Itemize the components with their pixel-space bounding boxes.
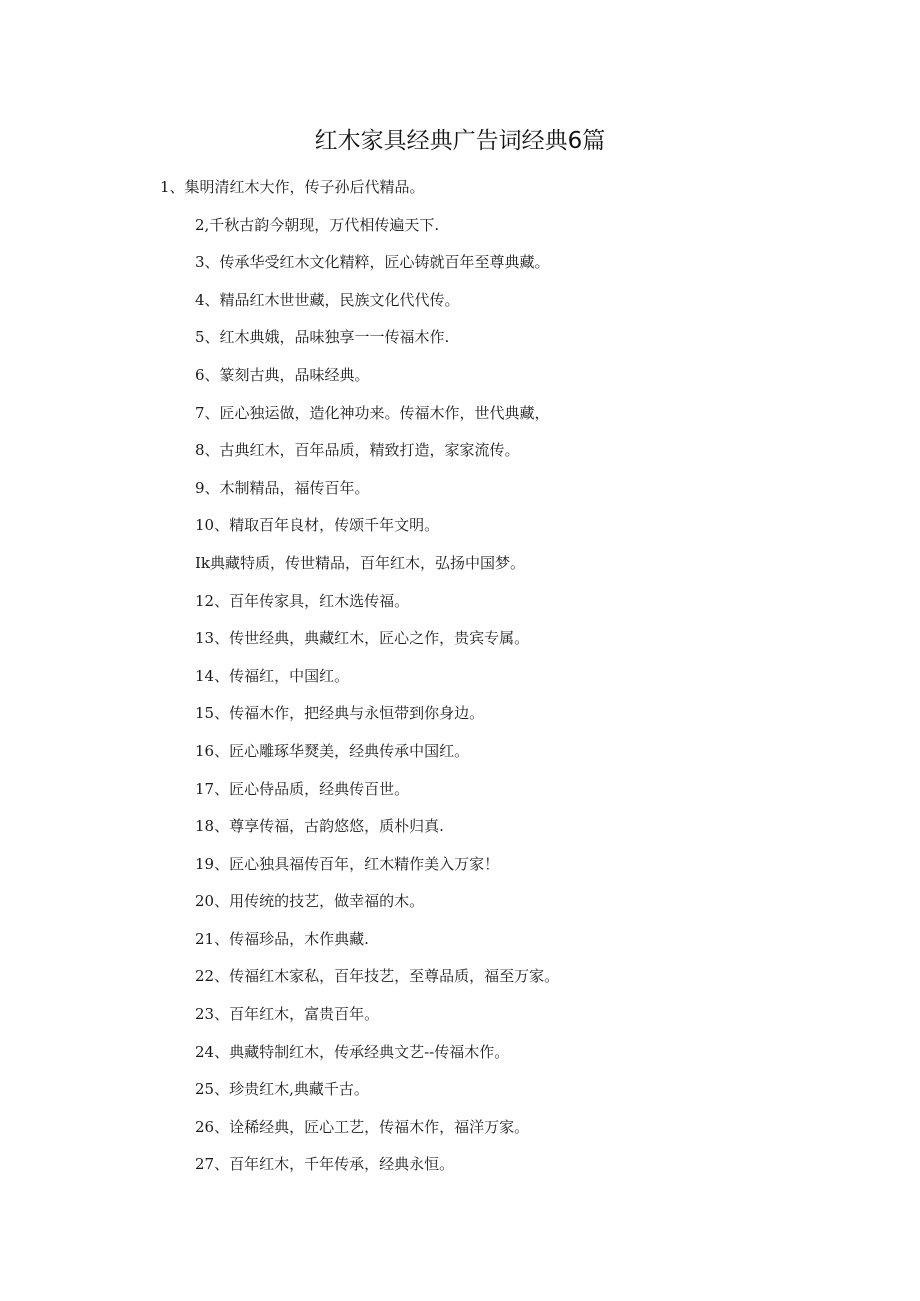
list-item: Ik典藏特质，传世精品，百年红木，弘扬中国梦。 (195, 553, 526, 572)
list-item: 23、百年红木，富贵百年。 (195, 1005, 380, 1024)
list-item: 18、尊享传福，古韵悠悠，质朴归真. (195, 817, 444, 836)
list-item: 5、红木典娥，品味独享一一传福木作. (195, 328, 450, 347)
list-item: 1、集明清红木大作，传子孙后代精品。 (160, 178, 425, 196)
slogan-list (0, 172, 920, 1187)
list-item: 15、传福木作，把经典与永恒带到你身边。 (195, 704, 485, 723)
list-item: 12、百年传家具，红木选传福。 (195, 591, 410, 610)
list-item: 9、木制精品，福传百年。 (195, 478, 370, 497)
list-item: 10、精取百年良材，传颂千年文明。 (195, 516, 440, 535)
list-item: 4、精品红木世世藏，民族文化代代传。 (195, 290, 460, 309)
list-item: 3、传承华受红木文化精粹，匠心铸就百年至尊典藏。 (195, 253, 550, 272)
list-item: 27、百年红木，千年传承，经典永恒。 (195, 1155, 455, 1174)
list-item: 8、古典红木，百年品质，精致打造，家家流传。 (195, 441, 520, 460)
list-item: 26、诠稀经典，匠心工艺，传福木作，福洋万家。 (195, 1117, 530, 1136)
list-item: 2,千秋古韵今朝现，万代相传遍天下. (195, 215, 440, 234)
list-item: 21、传福珍品，木作典藏. (195, 929, 369, 948)
list-item: 24、典藏特制红木，传承经典文艺--传福木作。 (195, 1042, 510, 1061)
list-item: 17、匠心侍品质，经典传百世。 (195, 779, 410, 798)
list-item: 19、匠心独具福传百年，红木精作美入万家！ (195, 854, 500, 873)
list-item: 20、用传统的技艺，做幸福的木。 (195, 892, 425, 911)
list-item: 14、传福红，中国红。 (195, 666, 350, 685)
list-item: 7、匠心独运做，造化神功来。传福木作，世代典藏， (195, 403, 550, 422)
list-item: 6、篆刻古典，品味经典。 (195, 365, 370, 384)
list-item: 25、珍贵红木,典藏千古。 (195, 1080, 369, 1099)
list-item: 22、传福红木家私，百年技艺，至尊品质，福至万家。 (195, 967, 560, 986)
page-title: 红木家具经典广告词经典6篇 (314, 128, 606, 154)
list-item: 16、匠心雕琢华燹美，经典传承中国红。 (195, 741, 470, 760)
list-item: 13、传世经典，典藏红木，匠心之作，贵宾专属。 (195, 629, 530, 648)
